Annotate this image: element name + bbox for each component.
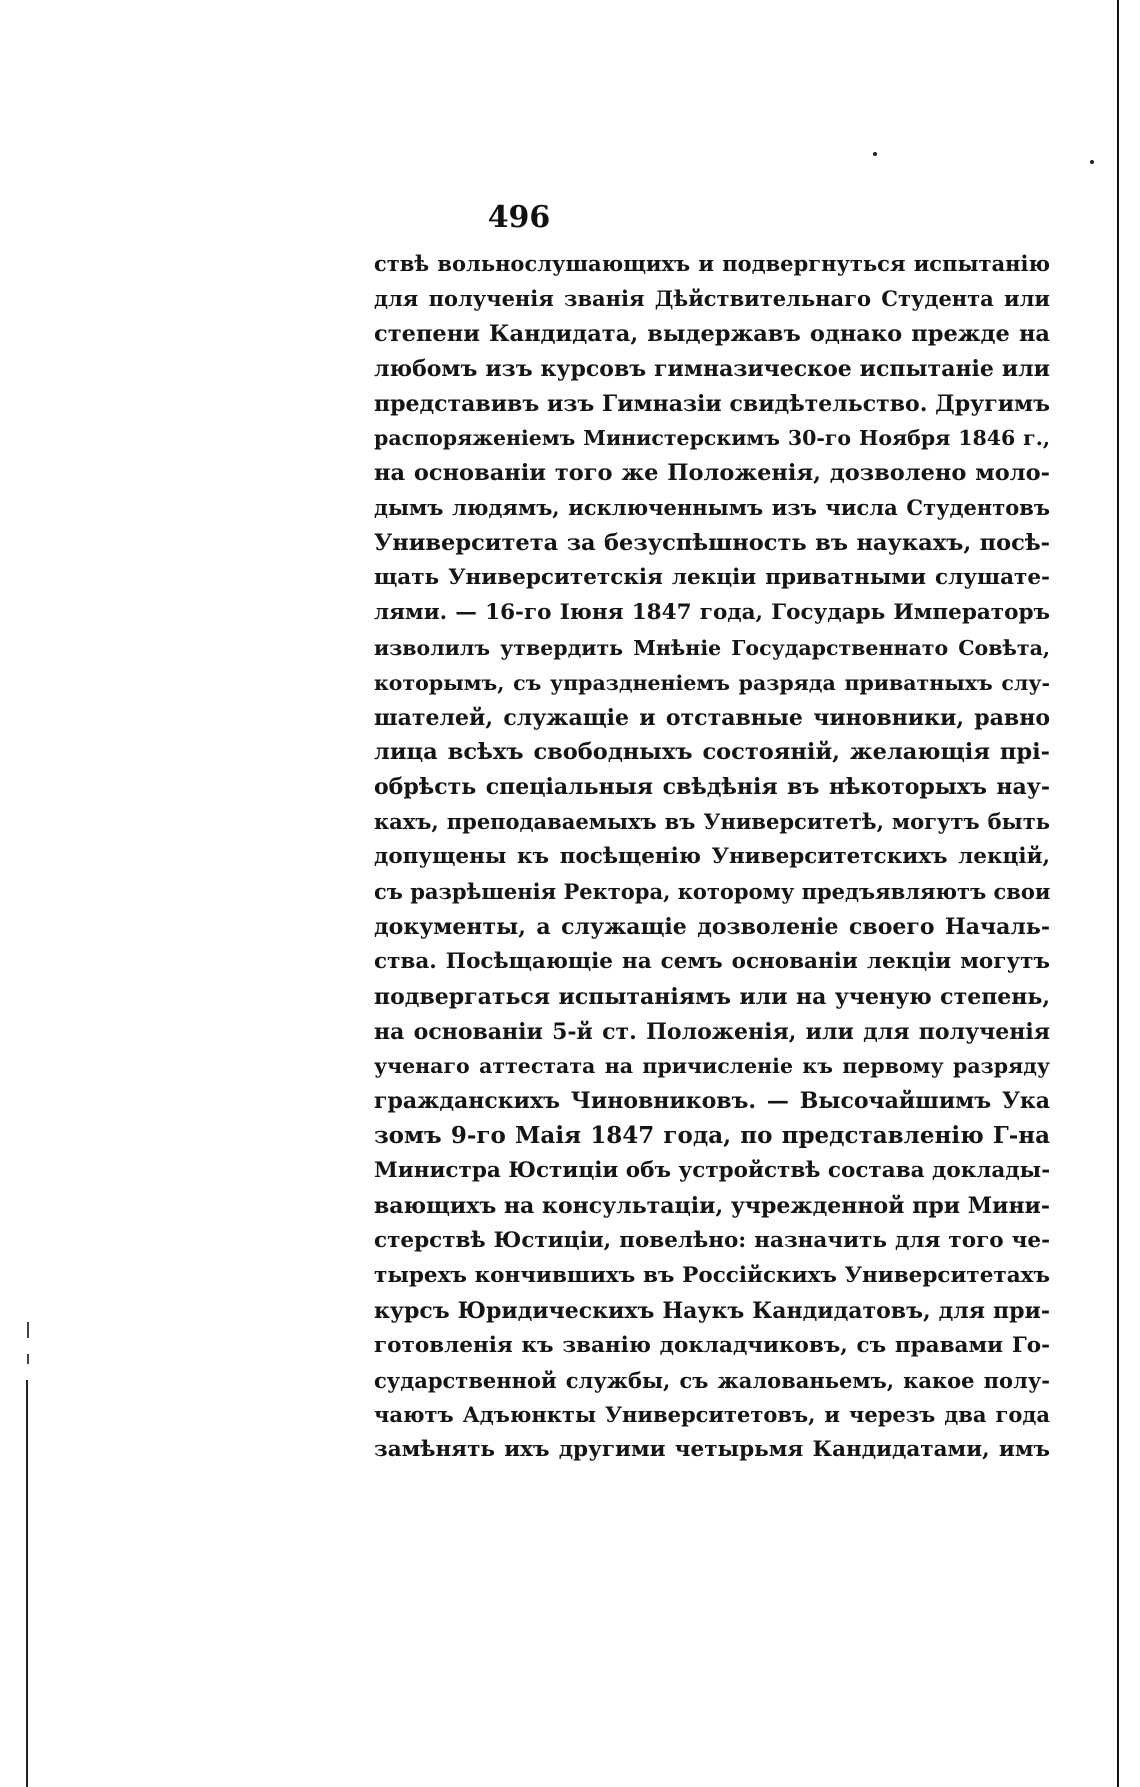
page-edge-left: [26, 1380, 28, 1787]
text-line: ученаго аттестата на причисленіе къ первому разряду: [374, 1054, 1050, 1079]
text-line: для полученія званія Дѣйствительнаго Студента или: [374, 285, 1050, 311]
text-line: которымъ, съ упраздненіемъ разряда приватныхъ слу-: [374, 670, 1050, 695]
scan-mark: [27, 1354, 29, 1364]
text-line: на основаніи того же Положенія, дозволено моло-: [374, 460, 1050, 487]
scan-speck: [1090, 160, 1094, 164]
text-line: кахъ, преподаваемыхъ въ Университетѣ, могутъ быть: [374, 809, 1050, 835]
text-line: лями. — 16-го Іюня 1847 года, Государь Императоръ: [374, 599, 1050, 625]
text-line: курсъ Юридическихъ Наукъ Кандидатовъ, для при-: [374, 1297, 1050, 1324]
page-edge-right: [1117, 0, 1119, 1787]
text-line: тырехъ кончившихъ въ Россійскихъ Университетахъ: [374, 1262, 1050, 1288]
text-line: щать Университетскія лекціи приватными слушате-: [374, 565, 1050, 591]
text-line: шателей, служащіе и отставные чиновники, равно: [374, 704, 1050, 731]
text-line: изволилъ утвердить Мнѣніе Государственнато Совѣта,: [374, 635, 1050, 660]
text-line: допущены къ посѣщенію Университетскихъ лекцій,: [374, 844, 1050, 870]
text-line: вающихъ на консультаціи, учрежденной при Мини-: [374, 1193, 1050, 1220]
text-line: любомъ изъ курсовъ гимназическое испытаніе или: [374, 355, 1050, 382]
text-line: распоряженіемъ Министерскимъ 30-го Ноября 1846 г.,: [374, 426, 1050, 451]
text-line: зомъ 9-го Маія 1847 года, по представленію Г-на: [374, 1122, 1050, 1150]
text-line: документы, а служащіе дозволеніе своего Началь-: [374, 913, 1050, 940]
text-line: ства. Посѣщающіе на семъ основаніи лекціи могутъ: [374, 948, 1050, 974]
text-line: Университета за безуспѣшность въ наукахъ, посѣ-: [374, 530, 1050, 557]
scan-speck: [873, 152, 877, 156]
text-line: представивъ изъ Гимназіи свидѣтельство. Другимъ: [374, 390, 1050, 417]
text-line: гражданскихъ Чиновниковъ. — Высочайшимъ Ука: [374, 1088, 1050, 1115]
text-line: обрѣсть спеціальныя свѣдѣнія въ нѣкоторыхъ нау-: [374, 774, 1050, 801]
text-line: дымъ людямъ, исключеннымъ изъ числа Студентовъ: [374, 495, 1050, 521]
body-text: [374, 247, 1050, 1468]
text-line: чаютъ Адъюнкты Университетовъ, и черезъ два года: [374, 1402, 1050, 1428]
page-number: 496: [487, 200, 551, 235]
text-line: стерствѣ Юстиціи, повелѣно: назначить для того че-: [374, 1227, 1050, 1253]
text-line: подвергаться испытаніямъ или на ученую степень,: [374, 983, 1050, 1010]
text-line: Министра Юстиціи объ устройствѣ состава доклады-: [374, 1158, 1050, 1184]
text-line: сударственной службы, съ жалованьемъ, какое полу-: [374, 1367, 1050, 1393]
text-line: на основаніи 5-й ст. Положенія, или для полученія: [374, 1018, 1050, 1045]
text-line: съ разрѣшенія Ректора, которому предъявляютъ свои: [374, 879, 1050, 905]
text-line: ствѣ вольнослушающихъ и подвергнуться испытанію: [374, 251, 1050, 276]
text-line: лица всѣхъ свободныхъ состояній, желающія прі-: [374, 739, 1050, 766]
text-line: степени Кандидата, выдержавъ однако прежде на: [374, 320, 1050, 347]
text-line: готовленія къ званію докладчиковъ, съ правами Го-: [374, 1332, 1050, 1358]
text-line: замѣнять ихъ другими четырьмя Кандидатами, имъ: [374, 1437, 1050, 1463]
scan-mark: [27, 1322, 29, 1338]
